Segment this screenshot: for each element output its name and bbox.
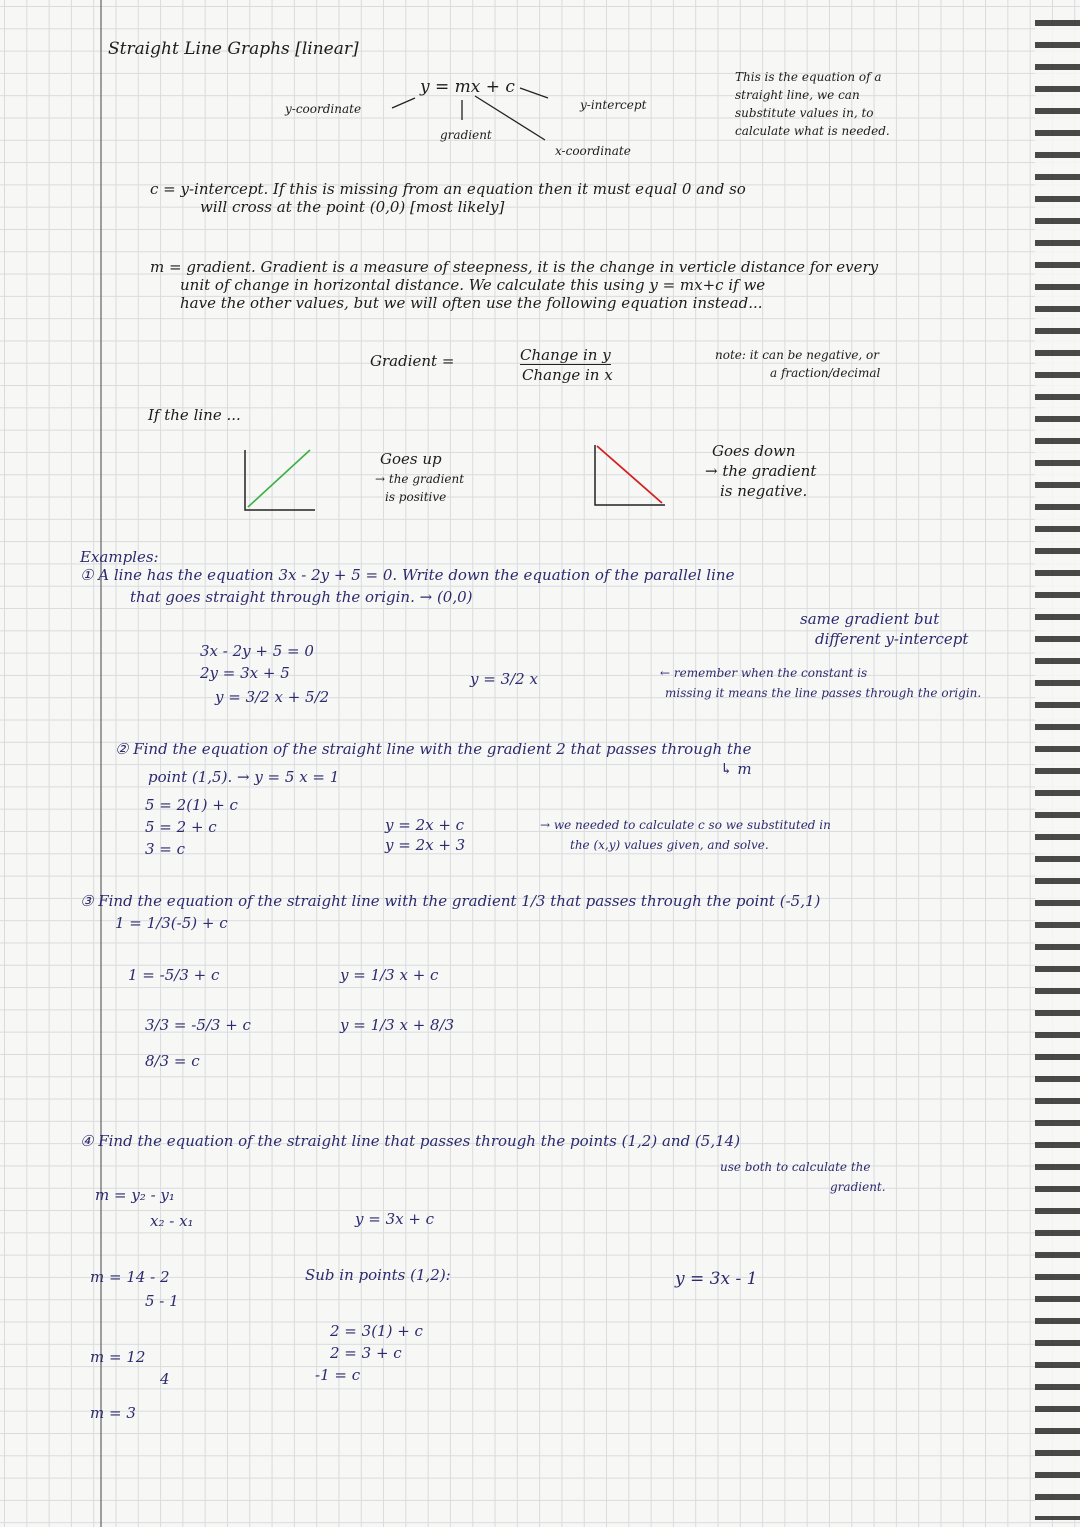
ex4-side-2: gradient.: [830, 1180, 886, 1194]
examples-label: Examples:: [80, 548, 159, 566]
ex4-answer: y = 3x - 1: [675, 1269, 758, 1289]
ex1-remember-2: missing it means the line passes through the origin.: [665, 686, 982, 700]
ex4-sub-4: 2 = 3 + c: [330, 1344, 402, 1362]
negative-gradient-diagram: [590, 440, 670, 510]
ex1-work-1: 3x - 2y + 5 = 0: [200, 642, 314, 660]
ex1-side-2: different y-intercept: [815, 630, 969, 648]
spiral-binding: [1035, 20, 1080, 1520]
ex1-remember-1: ← remember when the constant is: [660, 666, 868, 680]
m-definition-1: m = gradient. Gradient is a measure of steepness, it is the change in verticle distance for every: [150, 258, 879, 276]
down-1: Goes down: [712, 442, 796, 460]
ex4-m-formula-den: x₂ - x₁: [150, 1212, 194, 1230]
ex3-work-2: 1 = -5/3 + c: [128, 966, 220, 984]
ex3-work-1: 1 = 1/3(-5) + c: [115, 914, 228, 932]
c-definition-1: c = y-intercept. If this is missing from an equation then it must equal 0 and so: [150, 180, 746, 198]
gradient-numerator: Change in y: [520, 346, 611, 364]
page-title: Straight Line Graphs [linear]: [108, 39, 359, 59]
gradient-denominator: Change in x: [522, 366, 613, 384]
formula-note-3: substitute values in, to: [735, 106, 874, 120]
down-2: → the gradient: [705, 462, 817, 480]
ex2-m-note: ↳ m: [720, 760, 752, 778]
ex4-m-formula-num: m = y₂ - y₁: [95, 1186, 175, 1204]
formula-note-1: This is the equation of a: [735, 70, 882, 84]
c-label: y-intercept: [580, 98, 647, 112]
ex2-answer-2: y = 2x + 3: [385, 836, 466, 854]
ex4-sub-1: y = 3x + c: [355, 1210, 435, 1228]
ex4-m-work-2: 5 - 1: [145, 1292, 179, 1310]
up-1: Goes up: [380, 450, 442, 468]
ex4-side-1: use both to calculate the: [720, 1160, 871, 1174]
ex4-sub-2: Sub in points (1,2):: [305, 1266, 451, 1284]
ex4-question: ④ Find the equation of the straight line that passes through the points (1,2) and (5,14): [80, 1132, 741, 1150]
m-definition-3: have the other values, but we will often use the following equation instead...: [180, 294, 763, 312]
ex2-answer-1: y = 2x + c: [385, 816, 465, 834]
ex2-note-2: the (x,y) values given, and solve.: [570, 838, 769, 852]
ex2-note-1: → we needed to calculate c so we substituted in: [540, 818, 831, 832]
gradient-note-1: note: it can be negative, or: [715, 348, 880, 362]
margin-line: [100, 0, 102, 1527]
ex3-work-3: 3/3 = -5/3 + c: [145, 1016, 251, 1034]
ex1-question-1: ① A line has the equation 3x - 2y + 5 = 0. Write down the equation of the parallel line: [80, 566, 735, 584]
ex4-sub-3: 2 = 3(1) + c: [330, 1322, 423, 1340]
y-label: y-coordinate: [285, 102, 362, 116]
ex4-sub-5: -1 = c: [315, 1366, 361, 1384]
ex2-work-3: 3 = c: [145, 840, 186, 858]
ex1-side-1: same gradient but: [800, 610, 940, 628]
ex4-m-work-1: m = 14 - 2: [90, 1268, 170, 1286]
positive-gradient-diagram: [240, 445, 320, 515]
ex3-question: ③ Find the equation of the straight line with the gradient 1/3 that passes through the point (-5,1): [80, 892, 821, 910]
ex1-question-2: that goes straight through the origin. → (0,0): [130, 588, 473, 606]
formula-note-4: calculate what is needed.: [735, 124, 890, 138]
gradient-label: Gradient =: [370, 352, 455, 370]
formula-note-2: straight line, we can: [735, 88, 860, 102]
ex2-work-1: 5 = 2(1) + c: [145, 796, 238, 814]
ex4-m-work-3: m = 12: [90, 1348, 146, 1366]
ex1-answer: y = 3/2 x: [470, 670, 538, 688]
up-3: is positive: [385, 490, 447, 504]
ex2-question-1: ② Find the equation of the straight line with the gradient 2 that passes through the: [115, 740, 752, 758]
ex1-work-3: y = 3/2 x + 5/2: [215, 688, 330, 706]
up-2: → the gradient: [375, 472, 465, 486]
ex3-work-4: 8/3 = c: [145, 1052, 200, 1070]
ex4-m-work-4: 4: [160, 1370, 170, 1388]
down-3: is negative.: [720, 482, 808, 500]
x-label: x-coordinate: [555, 144, 631, 158]
c-definition-2: will cross at the point (0,0) [most likely]: [200, 198, 505, 216]
formula-arrows: [0, 0, 1080, 200]
ex2-work-2: 5 = 2 + c: [145, 818, 217, 836]
m-definition-2: unit of change in horizontal distance. We calculate this using y = mx+c if we: [180, 276, 766, 294]
ex3-answer-2: y = 1/3 x + 8/3: [340, 1016, 455, 1034]
ex4-m-work-5: m = 3: [90, 1404, 136, 1422]
m-label: gradient: [440, 128, 492, 142]
ex1-work-2: 2y = 3x + 5: [200, 664, 290, 682]
if-the-line: If the line ...: [148, 406, 241, 424]
ex2-question-2: point (1,5). → y = 5 x = 1: [148, 768, 340, 786]
ex3-answer-1: y = 1/3 x + c: [340, 966, 439, 984]
formula-equation: y = mx + c: [420, 77, 515, 97]
gradient-note-2: a fraction/decimal: [770, 366, 881, 380]
